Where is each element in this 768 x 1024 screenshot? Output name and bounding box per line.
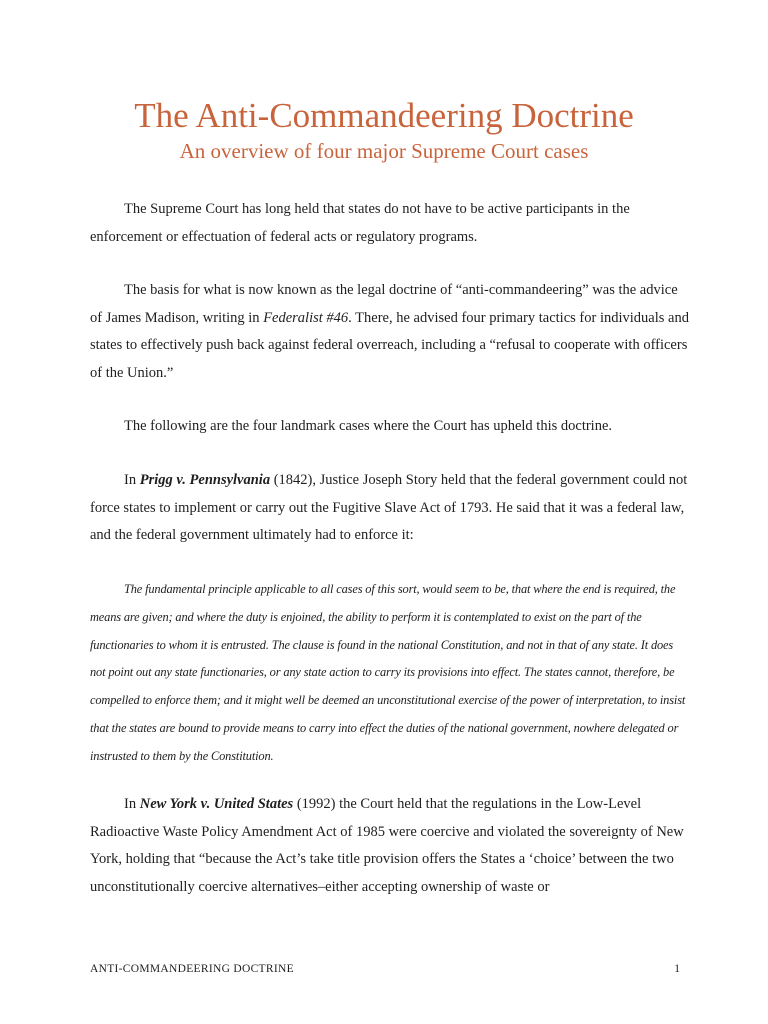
paragraph-cases-intro: The following are the four landmark cases where the Court has upheld this doctrine.: [124, 418, 613, 434]
page-subtitle: An overview of four major Supreme Court cases: [179, 139, 589, 163]
paragraph-new-york-text-2: (1992) the Court held that the regulations in the Low-Level Radioactive Waste Policy Amendment Act of 1985 were coercive and violated the sovereignty of New York, holding that “because the Act’s take title provision offers the States a ‘choice’ between the two unconstitutionally coercive alternatives–either accepting ownership of waste or: [90, 796, 684, 895]
paragraph-madison-text-2: . There, he advised four primary tactics for individuals and states to effectively push back against federal overreach, including a “refusal to cooperate with officers of the Union.”: [90, 309, 689, 381]
paragraph-new-york: [90, 791, 690, 901]
paragraph-prigg-text-1: In: [124, 472, 140, 488]
paragraph-madison-text-1: The basis for what is now known as the legal doctrine of “anti-commandeering” was the advice of James Madison, writing in: [90, 282, 678, 326]
case-name-prigg: Prigg v. Pennsylvania: [139, 472, 271, 488]
paragraph-madison: [90, 277, 690, 387]
paragraph-intro: The Supreme Court has long held that states do not have to be active participants in the enforcement or effectuation of federal acts or regulatory programs.: [90, 201, 630, 245]
case-name-new-york: New York v. United States: [139, 796, 294, 812]
page-number: 1: [674, 963, 680, 975]
paragraph-prigg-text-2: (1842), Justice Joseph Story held that the federal government could not force states to implement or carry out the Fugitive Slave Act of 1793. He said that it was a federal law, and the federal government ultimately had to enforce it:: [90, 472, 688, 543]
federalist-reference: Federalist #46: [263, 309, 349, 326]
paragraph-new-york-text-1: In: [124, 796, 140, 812]
story-quote: The fundamental principle applicable to all cases of this sort, would seem to be, that where the end is required, the means are given; and where the duty is enjoined, the ability to perform it is contemplated to exist on the part of the functionaries to whom it is entrusted. The clause is found in the national Constitution, and not in that of any state. It does not point out any state functionaries, or any state action to carry its provisions into effect. The states cannot, therefore, be compelled to enforce them; and it might well be deemed an unconstitutional exercise of the power of interpretation, to insist that the states are bound to provide means to carry into effect the duties of the national government, nowhere delegated or instrusted to them by the Constitution.: [90, 582, 686, 763]
page-title: The Anti-Commandeering Doctrine: [134, 96, 634, 135]
footer-label: ANTI-COMMANDEERING DOCTRINE: [90, 963, 294, 975]
paragraph-prigg: [90, 467, 690, 550]
